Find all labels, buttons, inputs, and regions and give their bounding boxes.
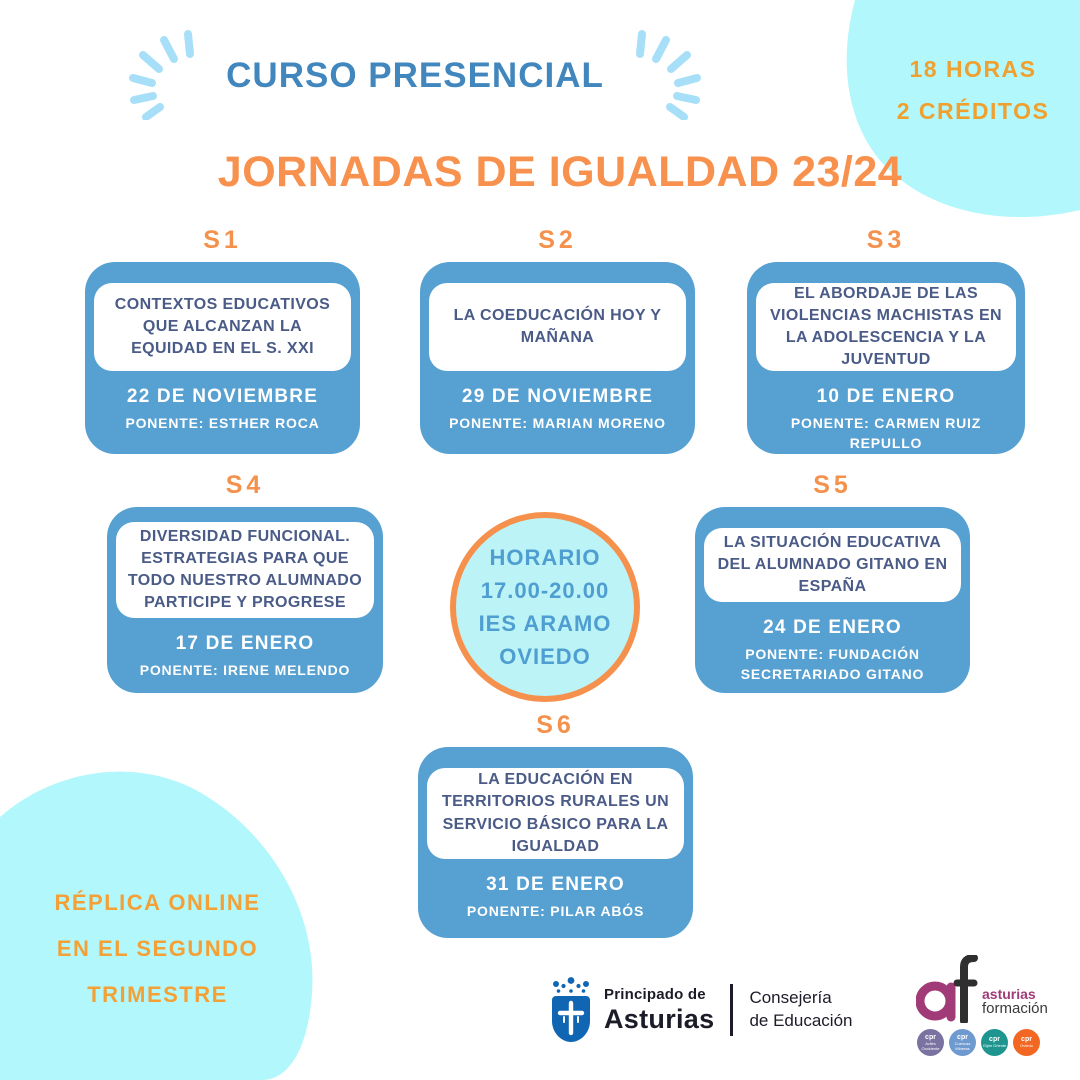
session-date: 22 DE NOVIEMBRE: [126, 386, 319, 407]
session-title: LA SITUACIÓN EDUCATIVA DEL ALUMNADO GITANO EN ESPAÑA: [717, 533, 948, 596]
replica-line: RÉPLICA ONLINE: [54, 890, 261, 915]
session-title: DIVERSIDAD FUNCIONAL. ESTRATEGIAS PARA QUE TODO NUESTRO ALUMNADO PARTICIPE Y PROGRESE: [127, 528, 363, 612]
credits-badge: [893, 48, 1053, 132]
session-card-s6: [418, 711, 693, 938]
session-title-box: [704, 528, 961, 602]
cpr-name: Cuencas Mineras: [954, 1041, 971, 1051]
schedule-circle: [450, 512, 640, 702]
session-title: LA COEDUCACIÓN HOY Y MAÑANA: [453, 306, 662, 346]
session-title-box: [427, 768, 684, 859]
session-date: 29 DE NOVIEMBRE: [461, 386, 654, 407]
cpr-tag: cpr: [1021, 1036, 1032, 1044]
kicker-title: CURSO PRESENCIAL: [226, 56, 604, 95]
session-card-s3: [747, 226, 1025, 454]
sparkle-burst-right-icon: [614, 28, 702, 120]
af-monogram-icon: [916, 955, 980, 1023]
asturias-shield-icon: [550, 976, 592, 1044]
cpr-circle-aviles: [917, 1029, 944, 1056]
cpr-tag: cpr: [925, 1034, 936, 1041]
gov-dept-line: de Educación: [749, 1011, 853, 1030]
gov-dept-line: Consejería: [749, 988, 832, 1008]
sparkle-burst-left-icon: [128, 28, 216, 120]
gov-name-small: Principado de: [604, 985, 706, 1003]
logo-divider: [730, 984, 733, 1036]
session-title-box: [429, 283, 686, 371]
session-body: [695, 507, 970, 693]
gov-department: [749, 987, 852, 1033]
schedule-line: HORARIO: [489, 545, 601, 570]
cpr-circle-cuencas: [949, 1029, 976, 1056]
credits-text: 2 CRÉDITOS: [896, 98, 1050, 124]
kicker-row: [0, 28, 830, 120]
session-card-s5: [695, 471, 970, 693]
session-speaker: PONENTE: MARIAN MORENO: [449, 415, 666, 431]
cpr-centers: [917, 1029, 1066, 1056]
schedule-line: 17.00-20.00: [480, 578, 610, 603]
session-card-s2: [420, 226, 695, 454]
cpr-name: Oviedo: [1020, 1043, 1033, 1049]
session-speaker: PONENTE: IRENE MELENDO: [139, 662, 351, 679]
asturias-formacion-logo: [916, 955, 1066, 1056]
session-label: S3: [866, 226, 906, 254]
session-date: 31 DE ENERO: [486, 874, 625, 895]
cpr-tag: cpr: [989, 1036, 1000, 1044]
schedule-line: OVIEDO: [499, 644, 591, 669]
session-title-box: [116, 522, 374, 618]
replica-line: EN EL SEGUNDO: [56, 936, 259, 961]
session-card-s4: [107, 471, 383, 693]
af-brand-formacion: formación: [982, 1000, 1048, 1018]
session-label: S4: [225, 471, 265, 499]
session-body: [418, 747, 693, 938]
session-body: [420, 262, 695, 454]
session-label: S2: [538, 226, 577, 254]
session-body: [85, 262, 360, 454]
session-title: CONTEXTOS EDUCATIVOS QUE ALCANZAN LA EQUIDAD EN EL S. XXI: [114, 295, 331, 358]
session-date: 17 DE ENERO: [175, 633, 315, 655]
gov-name-big: Asturias: [604, 1003, 715, 1034]
cpr-name: Avilés Occidente: [921, 1041, 940, 1051]
session-body: [107, 507, 383, 693]
session-speaker: PONENTE: ESTHER ROCA: [125, 415, 320, 431]
session-date: 24 DE ENERO: [763, 617, 902, 638]
cpr-circle-oviedo: [1013, 1029, 1040, 1056]
principado-asturias-logo: [550, 976, 852, 1044]
af-logo-top: [916, 955, 1066, 1023]
hours-text: 18 HORAS: [909, 56, 1037, 82]
cpr-tag: cpr: [957, 1034, 968, 1041]
replica-note: [5, 880, 310, 1018]
session-label: S5: [813, 471, 852, 499]
session-date: 10 DE ENERO: [816, 386, 956, 407]
session-title-box: [94, 283, 351, 371]
schedule-line: IES ARAMO: [478, 611, 612, 636]
af-brand: [982, 987, 1048, 1023]
session-label: S6: [536, 711, 575, 739]
gov-name: [604, 986, 714, 1035]
session-speaker: PONENTE: PILAR ABÓS: [466, 903, 645, 919]
cpr-name: Gijón Oriente: [982, 1043, 1007, 1049]
session-speaker: PONENTE: CARMEN RUIZ REPULLO: [790, 415, 982, 452]
session-title: LA EDUCACIÓN EN TERRITORIOS RURALES UN SERVICIO BÁSICO PARA LA IGUALDAD: [441, 771, 670, 855]
session-body: [747, 262, 1025, 454]
session-title: EL ABORDAJE DE LAS VIOLENCIAS MACHISTAS EN LA ADOLESCENCIA Y LA JUVENTUD: [769, 284, 1003, 369]
page-title: JORNADAS DE IGUALDAD 23/24: [217, 148, 903, 196]
replica-line: TRIMESTRE: [87, 982, 228, 1007]
session-title-box: [756, 283, 1016, 371]
af-brand-asturias: asturias: [982, 985, 1036, 1002]
session-card-s1: [85, 226, 360, 454]
session-speaker: PONENTE: FUNDACIÓN SECRETARIADO GITANO: [740, 646, 925, 683]
session-label: S1: [203, 226, 242, 254]
cpr-circle-gijon: [981, 1029, 1008, 1056]
